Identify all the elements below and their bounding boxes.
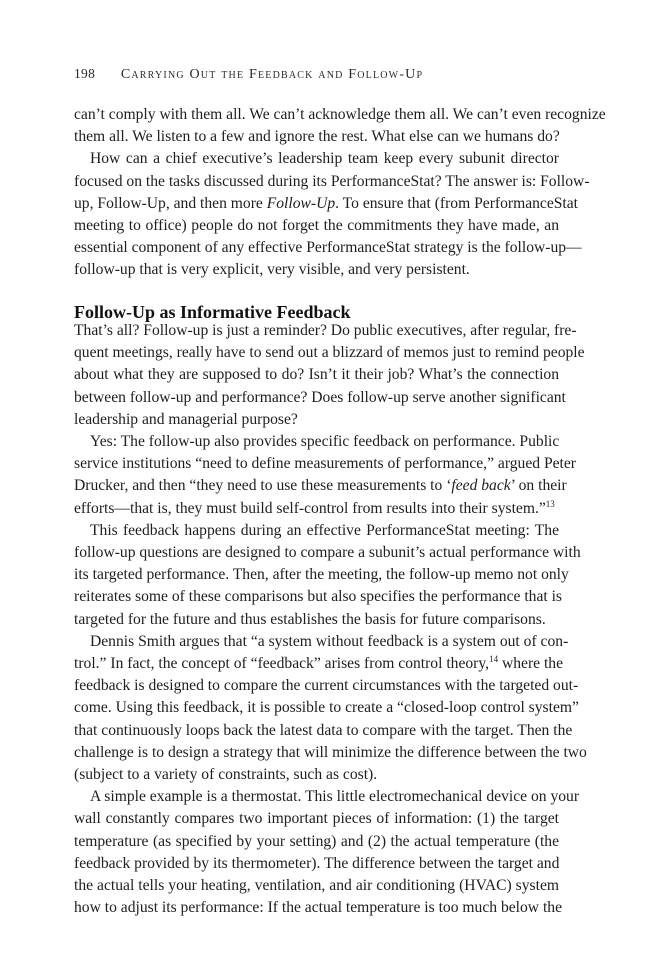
- text-line: efforts—that is, they must build self-control from results into their system.”$^{13}$: [74, 498, 555, 517]
- text-line: focused on the tasks discussed during its PerformanceStat? The answer is: Follow-: [74, 172, 590, 190]
- body-text-top: [74, 104, 606, 282]
- text-line: essential component of any effective PerformanceStat strategy is the follow-up—: [74, 239, 582, 257]
- body-text-main: [74, 320, 587, 919]
- text-line: This feedback happens during an effective PerformanceStat meeting: The: [90, 521, 559, 539]
- text-line: the actual tells your heating, ventilation, and air conditioning (HVAC) system: [74, 877, 559, 895]
- text-line: trol.” In fact, the concept of “feedback” arises from control theory,$^{14}$ where the: [74, 654, 564, 673]
- text-line: that continuously loops back the latest data to compare with the target. Then the: [74, 721, 573, 739]
- text-line: quent meetings, really have to send out a blizzard of memos just to remind people: [74, 344, 585, 362]
- text-line: challenge is to design a strategy that will minimize the difference between the two: [74, 743, 587, 761]
- text-line: about what they are supposed to do? Isn’t it their job? What’s the connection: [74, 366, 559, 384]
- text-line: targeted for the future and thus establishes the basis for future comparisons.: [74, 610, 546, 628]
- running-title: Carrying Out the Feedback and Follow-Up: [120, 67, 424, 82]
- text-line: leadership and managerial purpose?: [74, 410, 298, 428]
- text-line: can’t comply with them all. We can’t acknowledge them all. We can’t even recognize: [74, 106, 606, 123]
- page-number: 198: [74, 66, 96, 81]
- text-line: temperature (as specified by your setting) and (2) the actual temperature (the: [74, 832, 559, 850]
- text-line: wall constantly compares two important pieces of information: (1) the target: [74, 810, 559, 828]
- text-line: Dennis Smith argues that “a system without feedback is a system out of con-: [90, 632, 569, 650]
- text-line: A simple example is a thermostat. This little electromechanical device on your: [90, 788, 580, 806]
- text-line: come. Using this feedback, it is possible to create a “closed-loop control system”: [74, 699, 579, 717]
- text-line: How can a chief executive’s leadership team keep every subunit director: [90, 150, 559, 168]
- text-line: how to adjust its performance: If the actual temperature is too much below the: [74, 899, 563, 917]
- running-head: [74, 66, 423, 83]
- text-line: meeting to office) people do not forget the commitments they have made, an: [74, 217, 559, 235]
- text-line: follow-up that is very explicit, very visible, and very persistent.: [74, 261, 470, 279]
- text-line: reiterates some of these comparisons but also specifies the performance that is: [74, 588, 563, 606]
- text-line: (subject to a variety of constraints, such as cost).: [74, 766, 378, 784]
- text-line: them all. We listen to a few and ignore the rest. What else can we humans do?: [74, 128, 560, 146]
- text-line: follow-up questions are designed to compare a subunit’s actual performance with: [74, 544, 581, 562]
- text-line: service institutions “need to define measurements of performance,” argued Peter: [74, 455, 576, 473]
- text-line: up, Follow-Up, and then more Follow-Up. To ensure that (from PerformanceStat: [74, 194, 579, 212]
- text-line: That’s all? Follow-up is just a reminder? Do public executives, after regular, fre-: [74, 322, 577, 339]
- text-line: its targeted performance. Then, after the meeting, the follow-up memo not only: [74, 566, 569, 584]
- text-line: feedback provided by its thermometer). The difference between the target and: [74, 854, 560, 872]
- section-heading: Follow-Up as Informative Feedback: [74, 301, 351, 322]
- text-line: Yes: The follow-up also provides specific feedback on performance. Public: [90, 433, 560, 451]
- text-line: between follow-up and performance? Does follow-up serve another significant: [74, 388, 566, 406]
- text-line: feedback is designed to compare the current circumstances with the targeted out-: [74, 677, 579, 695]
- text-line: Drucker, and then “they need to use these measurements to ‘feed back’ on their: [74, 477, 567, 495]
